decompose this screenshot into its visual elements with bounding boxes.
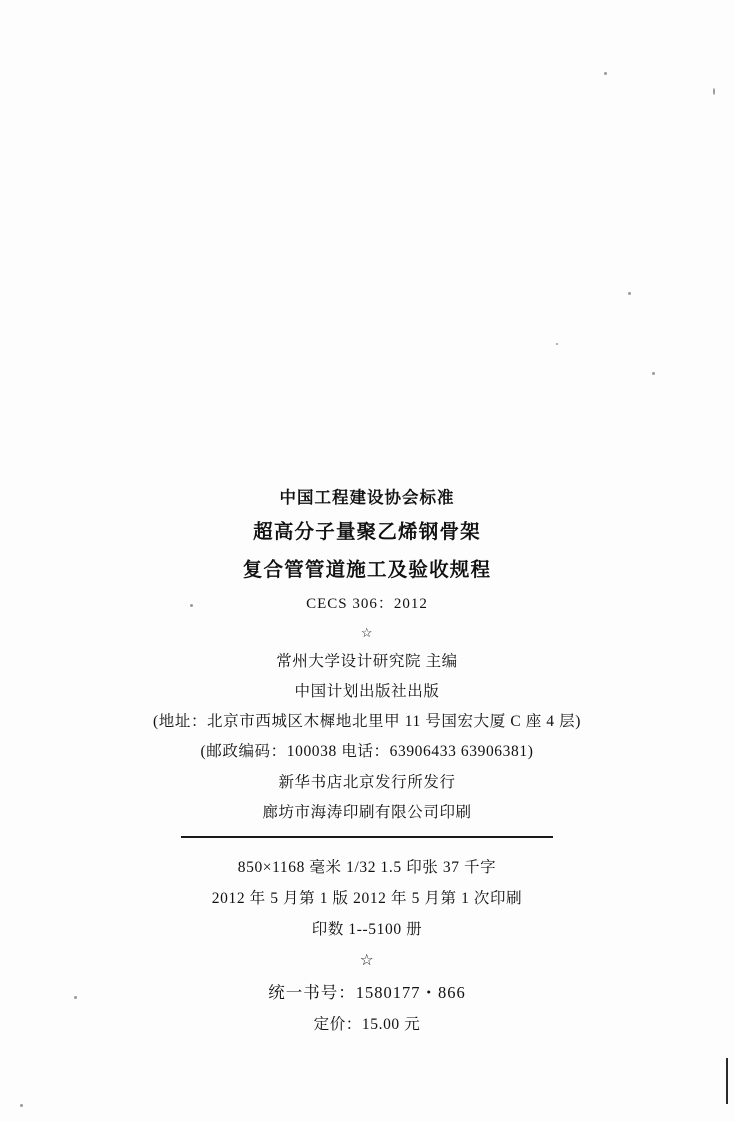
document-title-line-2: 复合管管道施工及验收规程 xyxy=(242,560,492,582)
chief-editor-line: 常州大学设计研究院 主编 xyxy=(276,652,458,670)
scan-speck xyxy=(652,372,655,375)
scan-speck xyxy=(713,88,715,95)
publisher-address-line: (地址：北京市西城区木樨地北里甲 11 号国宏大厦 C 座 4 层) xyxy=(153,713,581,731)
scan-edge-mark xyxy=(726,1058,728,1104)
publisher-contact-line: (邮政编码：100038 电话：63906433 63906381) xyxy=(200,743,534,761)
standard-code-number: CECS 306：2012 xyxy=(306,596,428,613)
edition-printing-line: 2012 年 5 月第 1 版 2012 年 5 月第 1 次印刷 xyxy=(211,890,523,907)
print-run-line: 印数 1--5100 册 xyxy=(311,921,423,938)
ornament-star-bottom: ☆ xyxy=(359,952,375,969)
scan-speck xyxy=(556,343,558,345)
horizontal-divider xyxy=(181,836,553,838)
format-specification-line: 850×1168 毫米 1/32 1.5 印张 37 千字 xyxy=(237,859,497,876)
scan-speck xyxy=(628,292,631,295)
scan-speck xyxy=(604,72,607,75)
publisher-line: 中国计划出版社出版 xyxy=(294,682,440,700)
document-title-line-1: 超高分子量聚乙烯钢骨架 xyxy=(253,522,481,544)
imprint-block xyxy=(0,852,734,1040)
standard-organization-line: 中国工程建设协会标准 xyxy=(279,488,455,507)
price-line: 定价：15.00 元 xyxy=(313,1016,421,1033)
unified-book-number-line: 统一书号：1580177・866 xyxy=(268,983,466,1002)
distributor-line: 新华书店北京发行所发行 xyxy=(278,773,456,791)
colophon-block xyxy=(0,482,734,828)
scan-speck xyxy=(20,1104,23,1107)
printer-line: 廊坊市海涛印刷有限公司印刷 xyxy=(262,803,472,821)
ornament-star-top: ☆ xyxy=(360,625,374,641)
